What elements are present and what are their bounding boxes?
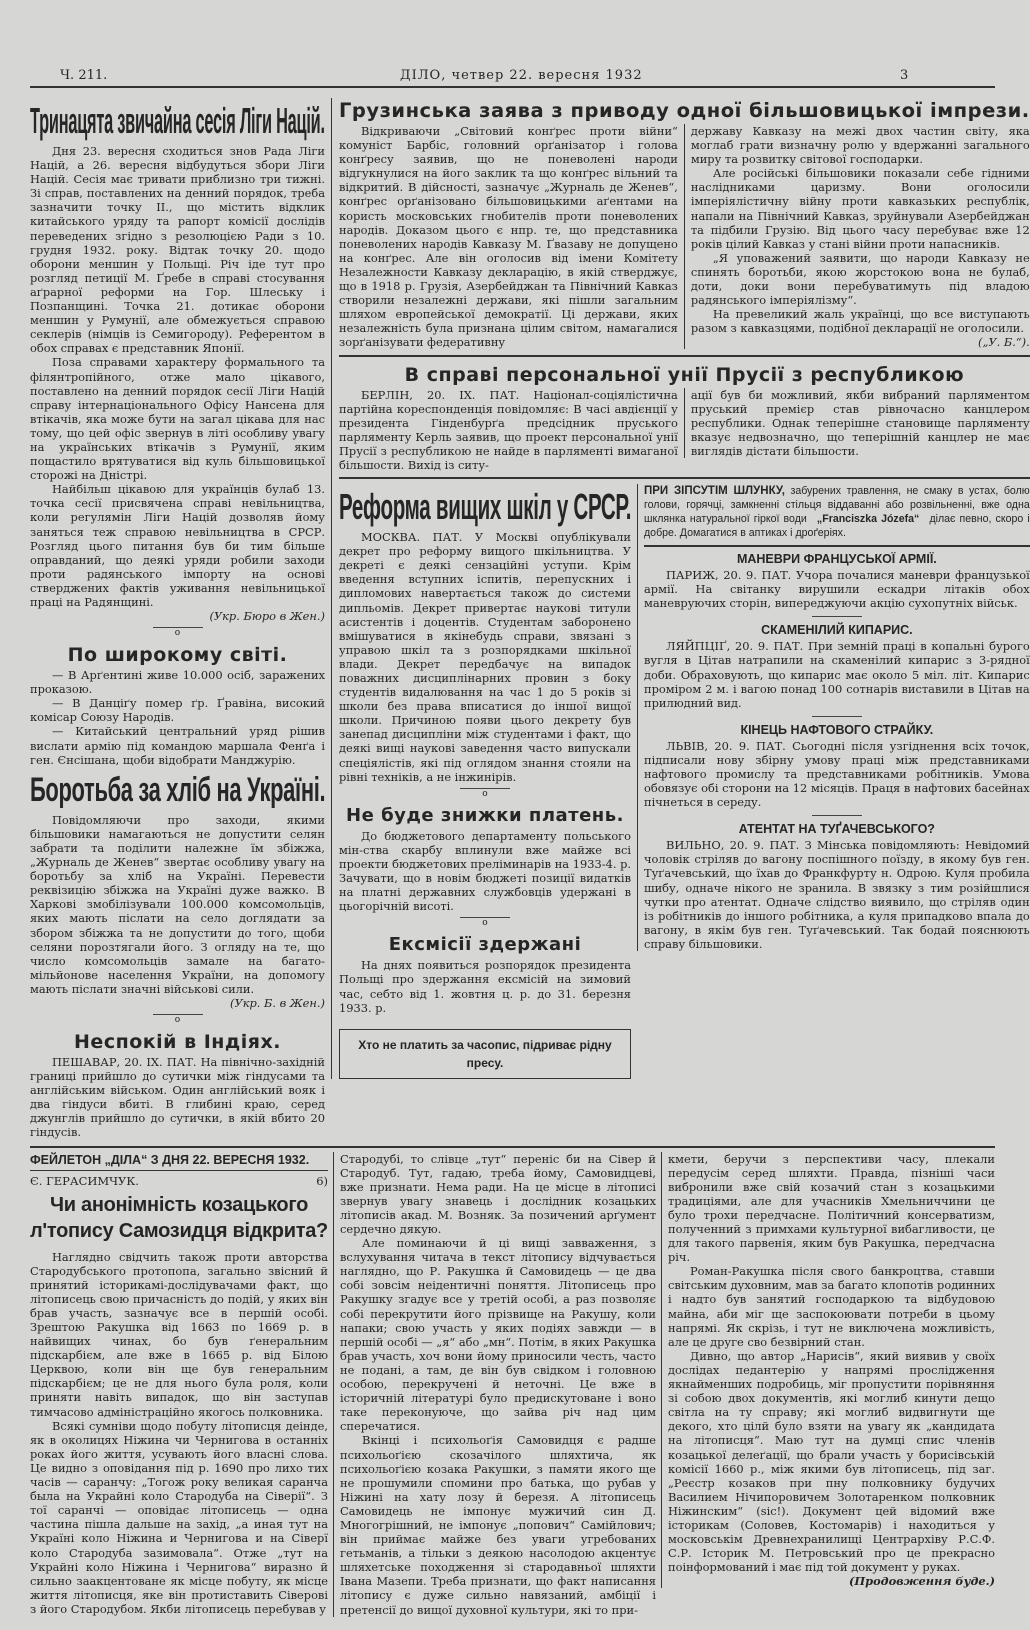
feuilleton-col-2 xyxy=(333,1152,656,1617)
paragraph: МОСКВА. ПАТ. У Москві опублікували декрет про реформу вищого шкільництва. У декреті є деякі сензаційні уступи. Крім введення вступних іспитів, перепускних і дипломових навертається також до системи дипльомів. Декрет привертає наукові титули асистентів і доцентів. Студентам заборонено вмішуватися в якінебудь справи, звязані з управою шкіл та з розпорядками шкільної влади. Декрет передбачує на випадок поважних дисциплінарних провин з боку студентів видалювання на час 1 до 5 років зі школи без права вписатися до іншої вищої школи. Причиною появи цього декрету був занепад дисципліни між студентами і факт, що деякі вищі наукові заведення часто випускали спеціялістів, які під оглядом знання стояли на рівні техніків, а не інжинірів. xyxy=(339,530,631,784)
paragraph: ВИЛЬНО, 20. 9. ПАТ. З Мінська повідомляють: Невідомий чоловік стріляв до вагону поспішного поїзду, в якому був ген. Туґачевський, що їхав до Франкфурту н. Одрою. Куля пробила шибу, одначе нікого не зранила. В звязку з тим розійшлися чутки про атентат. Одначе слідство виявило, що стріляв один із робітників до іншого робітника, а куля припадково впала до вагону, в якім був ген. Туґачевський. Так бодай пояснюють справу більшовики. xyxy=(644,838,1030,951)
paragraph: Але російські більшовики показали себе гідними наслідниками царизму. Вони оголосили імперіялістичну війну проти кавказьких республік, напали на Північний Кавказ, зруйнували Азербейджан та підбили Грузію. Від цього часу перебуває вже 12 років цілий Кавказ у стані війни проти напасників. xyxy=(690,166,1030,251)
divider xyxy=(812,616,862,617)
signature: (Укр. Б. в Жен.) xyxy=(230,995,325,1010)
paragraph: БЕРЛІН, 20. IX. ПАТ. Націонал-соціялістична партійна кореспонденція повідомляє: В часі авдієнції у президента Гінденбурґа предсідник пруського парляменту Керль заявив, що проект персональної унії Прусії з республикою не найде в парляменті вимаганої більшости. Вихід із ситу- xyxy=(339,387,678,472)
paragraph: Відкриваючи „Світовий конґрес проти війни“ комуніст Барбіс, головний орґанізатор і голова конґресу заявив, що не поневолені народи відгукнулися на його заклик та що конґрес вільний та відкритий. В дійсності, зазначує „Журналь де Женев“, конґрес орґанізовано більшовицькими аґентами на користь московських гнобителів проти поневолених народів. Доказом цього є нпр. те, що представника поневолених народів Кавказу М. Ґвазаву не допущено на конґрес. Але він оголосив від імени Комітету Незалежности Кавказу декларацію, в якій стверджує, що в 1918 р. Грузія, Азербейджан та Північний Кавказ створили незалежні держави, які пішли загальним шляхом европейської демократії. Ці держави, яких незалежність була признана цілим світом, намагалися зорґанізувати федеративну xyxy=(339,124,678,350)
divider: o xyxy=(153,1014,203,1025)
paragraph: Всякі сумніви щодо побуту літописця деінде, як в околицях Ніжина чи Чернигова в останніх роках його життя, усувають його власні слова. Це видно з оповідання під р. 1690 про лихо тих часів — саранчу: „Тогож року великая саранча была на Украйні коло Стародуба на Сіверії“. З тої саранчі — оповідає літописець — одна частина пішла дальше на захід, „а иная тут на Україні коло Ніжина и Чернигова и на Сіверї коло Стародуба зазимовала“. Отже „тут на Украйні коло Ніжина і Чернигова“ виразно й сильно заакцентоване як місце побуту, як місце життя літописця, яке він протиставить Сіверові з його Стародубом. Якби літописець перебував у xyxy=(30,1418,328,1616)
paragraph: ПАРИЖ, 20. 9. ПАТ. Учора почалися маневри французької армії. На світанку вирушили ескадри літаків обох маневруючих сторін, випереджуючи акцію сухопутніх військ. xyxy=(644,568,1030,611)
divider: o xyxy=(460,788,510,799)
left-column xyxy=(30,98,331,1140)
ad-text: забурених травлення, не смаку в устах, болю голови, горячці, замкненні стільця віддаванні або розвільненні, вже одна шклянка натуральної гіркої води xyxy=(644,485,1030,526)
paragraph: Але поминаючи й ці вищі завваження, з вслухування читача в текст літопису відчувається наглядно, що Р. Ракушка й Самовидець — це два собі зовсім неідентичні поняття. Літописець про Ракушку згадує все у третій особі, а раз позволяє собі перекрутити його прізвище на Ракушу, коли напаки; свою участь у яких подіях завжди — в першій особі — „я“ або „мн“. Потім, в яких Ракушка брав участь, хоч вони йому приносили честь, часто не подані, а там, де він був свідком і головною особою, перекручені й неточні. Це вже в історичній літературі було предискутоване і воно таке переконуюче, що зайва річ над цим сперечатися. xyxy=(340,1236,656,1434)
paragraph: — Китайський центральний уряд рішив вислати армію під командою маршала Фенґа і ген. Єнсішана, щоби відобрати Манджурію. xyxy=(30,724,325,767)
masthead: ДІЛО, четвер 22. вересня 1932 xyxy=(400,68,643,83)
lower-right-area xyxy=(339,484,1030,1079)
notice xyxy=(644,623,1030,709)
page-header xyxy=(30,66,995,88)
georgia-article xyxy=(339,98,1030,350)
part-number: 6) xyxy=(316,1173,328,1188)
ad-lead: ПРИ ЗІПСУТІМ ШЛУНКУ, xyxy=(644,485,785,498)
paragraph: Вкінці і психольоґія Самовидця є радше психольоґією скозачілого шляхтича, як психольоґією козака Ракушки, з памяти якого ще не прошумили спомини про батька, що рубав у Ніжині на хату лозу й березя. А літописець Самовидець не імпонує мужичий син Д. Многогрішний, не імпонує „попович“ Самійлович; він приймає майже без уваги угребованих гетьманів, а тільки з деякою насолодою акцентує шляхетське походження зі стародавньої шляхти Івана Мазепи. Треба признати, що факт написання літопису є дуже сильно навязаний, амбіції і претенсії до вищої духовної культури, які то при- xyxy=(340,1433,656,1617)
paragraph: До бюджетового департаменту польського мін-ства скарбу вплинули вже майже всі проекти бюджетових преліминарів на 1933-4. р. Зачувати, що в новім бюджеті позиції видатків на платні державних службовців удержані в цьогорічній висоті. xyxy=(339,828,631,914)
feuilleton-title: Чи анонімність козацького л'топису Самозидця відкрита? xyxy=(30,1193,328,1242)
paragraph: — В Данціґу помер ґр. Ґравіна, високий комісар Союзу Народів. xyxy=(30,696,325,725)
divider: o xyxy=(153,627,203,638)
divider xyxy=(339,355,1030,357)
ad-brand: „Franciszka Józefa“ xyxy=(816,513,920,526)
notice-title: СКАМЕНІЛИЙ КИПАРИС. xyxy=(761,623,913,638)
paragraph: Наглядно свідчить також проти авторства Стародубського протопопа, загально звісний й принятий історикамі-дослідувачами факт, що літописець свою причасність до подій, у яких він брав участь, зазначує все в першій особі. Зрештою Ракушка від 1663 по 1669 р. в найвищих чинах, бо був ґенеральним підскарбієм, але вже в 1665 р. від Білою Церквою, коли він ще був генеральним підскарбієм; це не для нього була роля, коли приняти навіть випадок, що він заступав тимчасово адміністраційно якогось полковника. xyxy=(30,1249,328,1419)
issue-number: Ч. 211. xyxy=(60,68,108,83)
notice-title: АТЕНТАТ НА ТУҐАЧЕВСЬКОГО? xyxy=(738,822,935,837)
middle-column xyxy=(339,484,631,1079)
league-article xyxy=(30,144,325,623)
divider xyxy=(339,477,1030,479)
paragraph: На днях появиться розпорядок президента Польщі про здержання ексмісій на зимовий час, себто від 1. жовтня ц. р. до 31. березня 1933. р. xyxy=(339,958,631,1015)
paragraph: „Я уповажений заявити, що народи Кавказу не спинять боротьби, якою жорстокою вона не булаб, доти, доки вони перебуватимуть під владою радянського імперіялізму“. xyxy=(690,250,1030,308)
prussia-article xyxy=(339,362,1030,473)
notice-title: МАНЕВРИ ФРАНЦУСЬКОЇ АРМІЇ. xyxy=(736,552,937,567)
paragraph: кмети, беручи з перспективи часу, плекали передусім серед шляхти. Правда, пізніші часи вибронили вже свій козачий стан з козацькими традиціями, але для учасників Хмельниччини це було трохи передчасне. Політичний консерватизм, полученний з примхами культурної вибагливости, це для такого парвенія, яким був Ракушка, передчасна річ. xyxy=(668,1151,995,1265)
paragraph: Поза справами характеру формального та філянтропійного, отже мало цікавого, поставлено на денний порядок сесії Ліги Націй справу інтернаціонального Офісу Нансена для втікачів, яка може бути на загал цікава для нас тому, що цей офіс звернув в літі особливу увагу на українських втікачів з Румунії, яким пощастило врятуватися від куль більшовицької сторожі на Дністрі. xyxy=(30,355,325,483)
paragraph: ації був би можливий, якби вибраний парляментом пруський премієр став рівночасно канцлером республики. Однак теперішне становище парляменту вказує недвозначно, що теперішній канцлер не має виглядів дістати більшости. xyxy=(690,387,1030,458)
divider xyxy=(812,716,862,717)
divider xyxy=(812,815,862,816)
eviction-title: Ексмісії здержані xyxy=(388,934,582,956)
feuilleton-col-3 xyxy=(661,1152,995,1589)
paragraph: На превеликий жаль українці, що все виступають разом з кавказцями, подібної декларації не оголосили. xyxy=(690,307,1030,336)
paragraph: ПЕШАВАР, 20. IX. ПАТ. На північно-західній границі прийшло до сутички між гіндусами та англійським військом. Один англійський вояк і два гіндуси вбиті. В глибині краю, серед джунглів прийшло до сутички, в якій вбито 20 гіндусів. xyxy=(30,1054,325,1140)
paragraph: ЛЯЙПЦІҐ, 20. 9. ПАТ. При земній праці в копальні бурого вугля в Цітав натрапили на скаменілий кипарис з 3-рядної доби. Обраховують, що кипарис має около 5 міл. літ. Кипарис проміром 2 м. і вагою понад 100 сотнарів виставили в Цітав на прилюдний вид. xyxy=(644,639,1030,710)
prussia-title: В справі персональної унії Прусії з республикою xyxy=(404,363,965,386)
signature: (Укр. Бюро в Жен.) xyxy=(209,609,325,624)
india-title: Неспокій в Індіях. xyxy=(74,1030,281,1053)
notice xyxy=(644,822,1030,951)
right-column xyxy=(637,484,1030,951)
paragraph: ЛЬВІВ, 20. 9. ПАТ. Сьогодні після узгіднення всіх точок, підписали нову збірну умову праці між представниками нафтового промислу та представниками робітників. Умова обовязує обі сторони на 12 місяців. Праця в нафтових басейнах пічнеться в середу. xyxy=(644,738,1030,810)
signature: („У. Б.“). xyxy=(978,335,1030,350)
paragraph: Повідомляючи про заходи, якими більшовики намагаються не допустити селян забрати та поділити належне їм збіжжа, „Журналь де Женев“ звертає особливу увагу на боротьбу за хліб на Україні. Перевести реквізицію збіжжа на Україні дуже важко. В Харкові змобілізували 100.000 комсомольців, яких мають післати на село доглядати за збором збіжжа та не допустити до того, щоби селяни порозтягали його. З огляду на те, що число комсомольців замале на багато-мільйонове населення України, на допомогу мають післати значні військові сили. xyxy=(30,812,325,996)
feuilleton xyxy=(30,1146,995,1617)
slogan-box: Хто не платить за часопис, підриває рідну пресу. xyxy=(339,1029,631,1079)
feuilleton-header: ФЕЙЛЕТОН „ДІЛА“ З ДНЯ 22. ВЕРЕСНЯ 1932. xyxy=(30,1152,328,1171)
league-title: Тринацята звичайна сесія Ліги Націй. xyxy=(30,100,325,141)
reform-title: Реформа вищих шкіл у СРСР. xyxy=(339,486,632,528)
tax-title: Не буде знижки платень. xyxy=(346,804,624,826)
paragraph: Дня 23. вересня сходиться знов Рада Ліги Націй, а 26. вересня відбудуться збори Ліги Націй. Сесія має тривати приблизно три тижні. Зі справ, поставлених на денний порядок, треба зазначити точку II., що містить відклик китайського уряду та рапорт комісії дослідів переведених згідно з резолюцією Ради з 10. грудня 1932. року. Відтак точку 20. щодо оборони меншин у Польщі. Річ іде тут про розгляд петиції М. Ґребе в справі стосування аґрарної реформи на Гор. Шлеську і Позпанщині. Точка 21. дотикає оборони меншин у Румунії, але обмежується справою секлерів (німців із Семигороду). Референтом в обох справах є представник Японії. xyxy=(30,144,325,356)
paragraph: Стародубі, то слівце „тут“ переніс би на Сівер й Стародуб. Тут, гадаю, треба йому, Самовидцеві, вже признати. Нема ради. На це місце в літописі звернув увагу знавець і дослідник козацьких літописів акад. М. Возняк. За позичений арґумент сердечно дякую. xyxy=(340,1151,656,1236)
paragraph: — В Арґентині живе 10.000 осіб, заражених проказою. xyxy=(30,668,325,697)
notice xyxy=(644,723,1030,809)
notice-title: КІНЕЦЬ НАФТОВОГО СТРАЙКУ. xyxy=(740,722,934,737)
paragraph: Роман-Ракушка після свого банкроцтва, ставши світським духовним, мав за багато клопотів родинних і надто був занятий господаркою та відбудовою майна, аби міг ще заспокоювати потреби в цьому напрямі. Як скрізь, і тут не виключена можливість, але це друге сво безвірний стан. xyxy=(668,1264,995,1349)
ad-text: ділає певно, скоро і добре. Домагатися в аптиках і дроґеріях. xyxy=(644,513,1030,540)
author: Є. ГЕРАСИМЧУК. xyxy=(30,1173,139,1188)
continued-note: (Продовження буде.) xyxy=(848,1574,995,1589)
world-title: По широкому світі. xyxy=(67,644,288,667)
page-body xyxy=(30,98,1030,1617)
advertisement xyxy=(644,484,1030,540)
georgia-title: Грузинська заява з приводу одної більшовицької імпрези. xyxy=(339,99,1030,122)
page-number: 3 xyxy=(900,68,909,83)
upper-section xyxy=(30,98,1030,1140)
right-area xyxy=(331,98,1030,1079)
notice xyxy=(644,552,1030,610)
paragraph: державу Кавказу на межі двох частин світу, яка моглаб грати визначну ролю у вдержанні загального миру та розвитку світової господарки. xyxy=(690,124,1030,167)
paragraph: Дивно, що автор „Нарисів“, який виявив у своїх дослідах педантерію у напрямі прослідження якнайменших подробиць, міг пропустити порівняння зі собою двох документів, які моглиб кинути дещо світла на ту справу; які моглиб видвигнути ще декого, хто цілй було взяти на увагу як „кандидата на літописця“. Маю тут на думці спис членів козацької делеґації, що брали участь у борисівській комісії 1660 р., між якими був літописець, під заг. „Реєстр козаков при пну полковнику будучих Василием Нічипоровичем Золотаренком полковник Ніжинским“ (sic!). Документ цей відомий вже історикам (Соловев, Костомарів) і находиться у московськім Древнехранилищі Центрархіву Р.С.Ф. С.Р. Історик М. Петровський про це прекрасно поінформований і має під той документ у руках. xyxy=(668,1348,995,1575)
feuilleton-col-1 xyxy=(30,1152,328,1616)
divider xyxy=(644,545,1030,547)
divider: o xyxy=(460,917,510,928)
paragraph: Найбільш цікавою для українців булаб 13. точка сесії присвячена справі невільництва, коли регулямін Ліги Націй дозволяв йому заняться теж справою невільництва в СРСР. Розгляд цього питання був би тим більше оправданий, що деякі уряди робили заходи проти радянського імпорту на основі стверджених фактів уживання невільницької праці на Радянщині. xyxy=(30,482,325,609)
grain-title: Боротьба за хліб на Україні. xyxy=(30,770,326,809)
